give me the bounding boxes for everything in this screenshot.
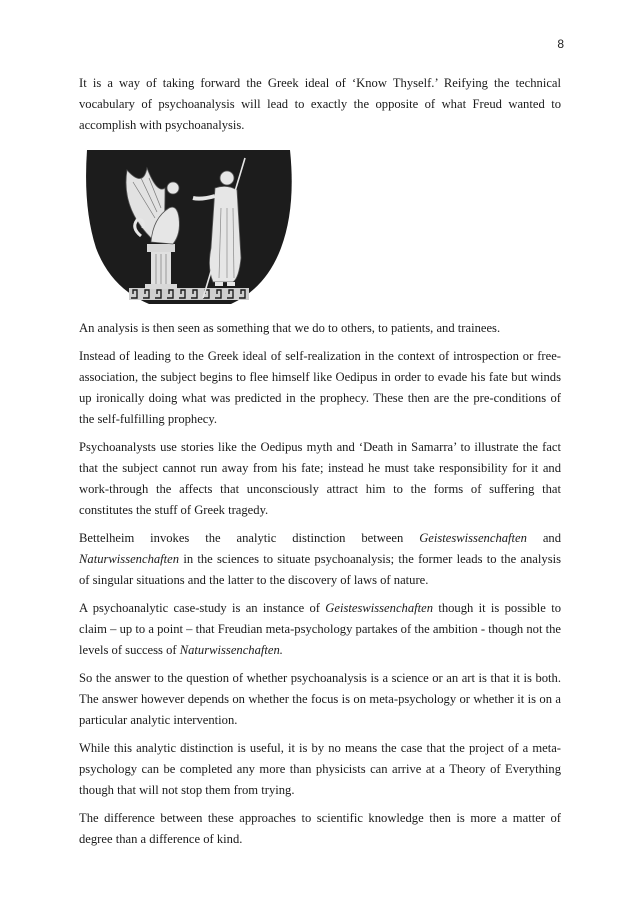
paragraph-1: It is a way of taking forward the Greek ideal of ‘Know Thyself.’ Reifying the technical vocabulary of psychoanalysis will lead to exactly the opposite of what Freud wanted to accomplish with psychoanalysis. (79, 76, 561, 132)
paragraph-5-text-c: and (526, 531, 561, 545)
term-naturwissenchaften: Naturwissenchaften. (179, 643, 283, 657)
paragraph-8: While this analytic distinction is useful, it is by no means the case that the project of a meta-psychology can be completed any more than physicists can arrive at a Theory of Everything though that will not stop them from trying. (79, 741, 561, 797)
paragraph-4: Psychoanalysts use stories like the Oedipus myth and ‘Death in Samarra’ to illustrate the fact that the subject cannot run away from his fate; instead he must take responsibility for it and work-through the affects that unconsciously attract him to the forms of suffering that constitutes the stuff of Greek tragedy. (79, 440, 561, 517)
paragraph-6 (79, 598, 561, 661)
paragraph-2: An analysis is then seen as something that we do to others, to patients, and trainees. (79, 321, 501, 335)
paragraph-6-text-c: though it is possible to claim – up to a point – that Freudian meta-psychology partakes of the ambition - though not the levels of success of (79, 601, 562, 657)
term-naturwissenchaften: Naturwissenchaften (79, 552, 180, 566)
paragraph-5-text-e: in the sciences to situate psychoanalysis; the former leads to the analysis of singular situations and the latter to the discovery of laws of nature. (79, 552, 561, 587)
page-number: 8 (557, 37, 564, 51)
page-body (79, 73, 561, 857)
paragraph-9: The difference between these approaches to scientific knowledge then is more a matter of degree than a difference of kind. (79, 811, 561, 846)
term-geisteswissenchaften: Geisteswissenchaften (419, 531, 527, 545)
paragraph-6-text-a: A psychoanalytic case-study is an instance of (79, 601, 326, 615)
oedipus-sphinx-vase-image (81, 148, 296, 308)
term-geisteswissenchaften: Geisteswissenchaften (325, 601, 434, 615)
paragraph-5 (79, 528, 561, 591)
paragraph-3: Instead of leading to the Greek ideal of self-realization in the context of introspection or free-association, the subject begins to flee himself like Oedipus in order to evade his fate but winds up ironically doing what was predicted in the prophecy. These then are the pre-conditions of the self-fulfilling prophecy. (79, 349, 561, 426)
paragraph-7: So the answer to the question of whether psychoanalysis is a science or an art is that it is both. The answer however depends on whether the focus is on meta-psychology or whether it is on a particular analytic intervention. (79, 671, 561, 727)
paragraph-5-text-a: Bettelheim invokes the analytic distinction between (79, 531, 420, 545)
